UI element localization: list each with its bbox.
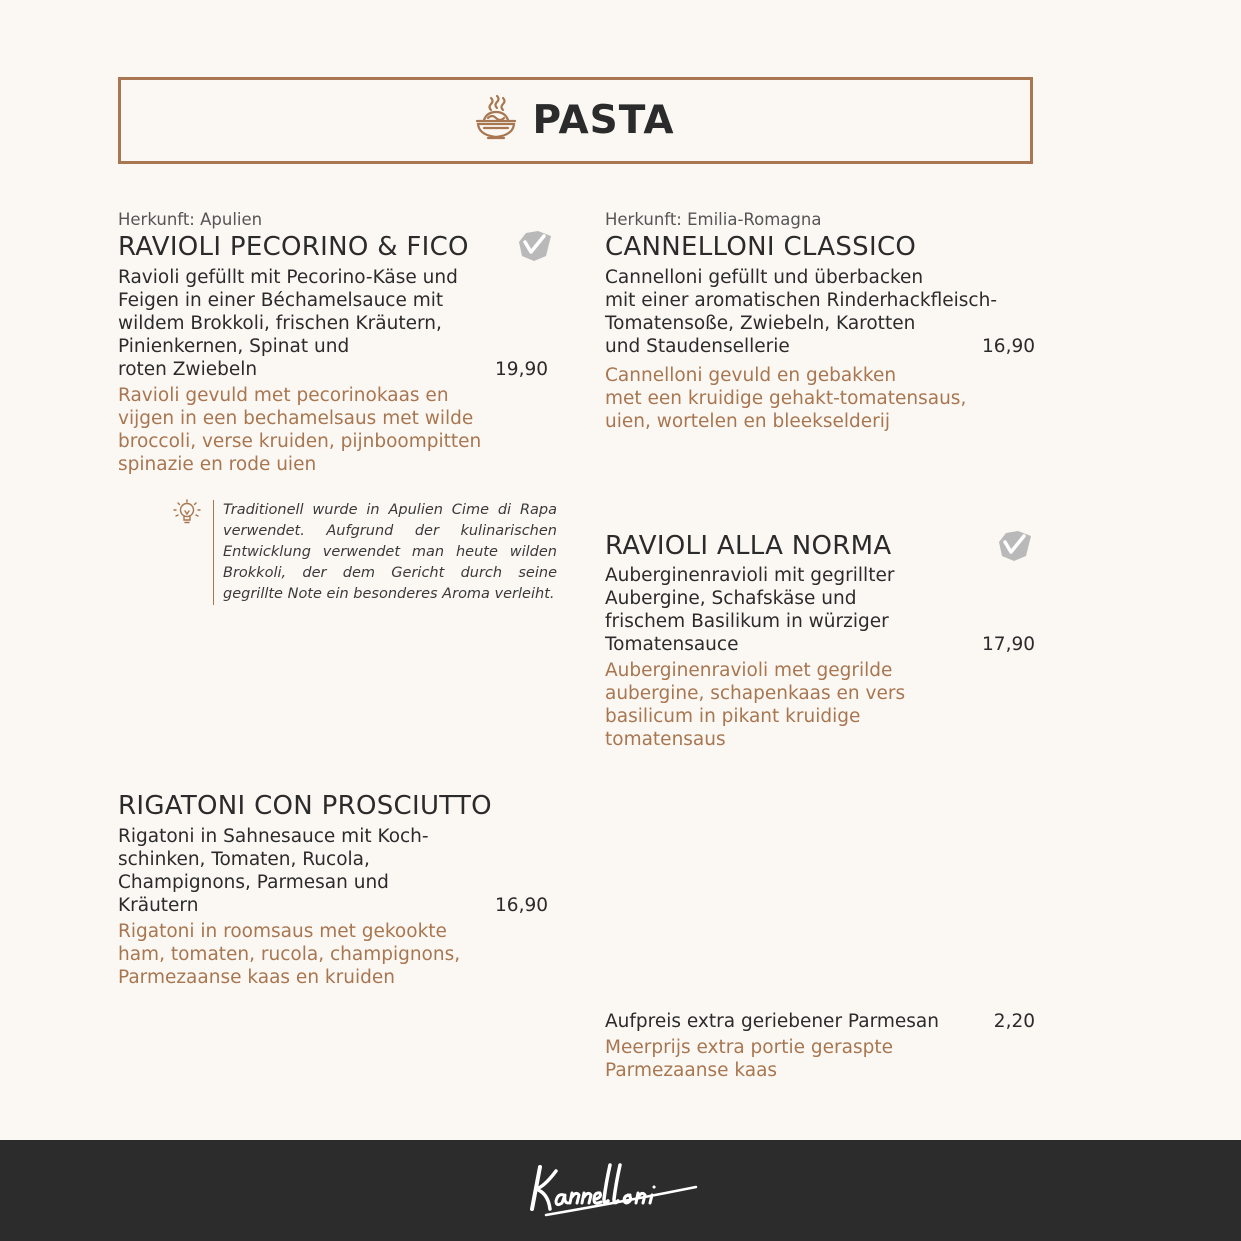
desc-line: Cannelloni gevuld en gebakken [605, 365, 897, 386]
dish-origin: Herkunft: Apulien [118, 210, 263, 229]
desc-line: Aubergine, Schafskäse und [605, 588, 857, 609]
desc-line: spinazie en rode uien [118, 454, 317, 475]
dish-description-nl [605, 659, 1035, 751]
extra-parmesan [605, 1010, 1035, 1082]
dish-price: 19,90 [495, 359, 548, 380]
extra-line [605, 1010, 1035, 1033]
dish-cannelloni-classico [605, 210, 1035, 433]
extra-price: 2,20 [993, 1011, 1035, 1032]
desc-line: roten Zwiebeln [118, 359, 258, 380]
desc-line: Parmezaanse kaas [605, 1060, 778, 1081]
footer [0, 1140, 1241, 1241]
desc-line: schinken, Tomaten, Rucola, [118, 849, 370, 870]
desc-line: Parmezaanse kaas en kruiden [118, 967, 395, 988]
desc-line: Feigen in einer Béchamelsauce mit [118, 290, 444, 311]
info-note: Traditionell wurde in Apulien Cime di Rapa verwendet. Aufgrund der kulinarischen Entwicklung verwendet man heute wilden Brokkoli, der dem Gericht durch seine gegrillte Note ein besonderes Aroma verleiht. [213, 500, 557, 605]
desc-line: Ravioli gevuld met pecorinokaas en [118, 385, 449, 406]
dish-description-de [118, 266, 548, 381]
desc-line: Pinienkernen, Spinat und [118, 336, 350, 357]
desc-line: basilicum in pikant kruidige [605, 706, 861, 727]
desc-line: tomatensaus [605, 729, 726, 750]
desc-line: uien, wortelen en bleekselderij [605, 411, 891, 432]
desc-line: met een kruidige gehakt-tomatensaus, [605, 388, 967, 409]
lightbulb-icon [170, 499, 204, 531]
dish-description-nl [118, 384, 548, 476]
dish-description-nl [605, 364, 1035, 433]
desc-line: Tomatensauce [605, 634, 739, 655]
dish-title: RAVIOLI ALLA NORMA [605, 531, 892, 561]
page-title: PASTA [532, 98, 675, 143]
desc-line: ham, tomaten, rucola, champignons, [118, 944, 461, 965]
dish-ravioli-pecorino [118, 210, 548, 476]
desc-line: Auberginenravioli met gegrilde [605, 660, 893, 681]
dish-ravioli-norma [605, 529, 1035, 751]
dish-rigatoni [118, 789, 548, 989]
dish-origin: Herkunft: Emilia-Romagna [605, 210, 822, 229]
vegetarian-icon [516, 230, 554, 266]
desc-line: wildem Brokkoli, frischen Kräutern, [118, 313, 442, 334]
pasta-bowl-icon [474, 94, 518, 148]
vegetarian-icon [996, 530, 1034, 566]
dish-description-de [118, 825, 548, 917]
desc-line: mit einer aromatischen Rinderhackfleisch- [605, 290, 997, 311]
dish-description-de [605, 564, 1035, 656]
extra-description-nl [605, 1036, 1035, 1082]
dish-title: RIGATONI CON PROSCIUTTO [118, 791, 492, 821]
desc-line: Ravioli gefüllt mit Pecorino-Käse und [118, 267, 458, 288]
desc-line: Rigatoni in Sahnesauce mit Koch- [118, 826, 429, 847]
desc-line: vijgen in een bechamelsaus met wilde [118, 408, 474, 429]
dish-title: CANNELLONI CLASSICO [605, 232, 917, 262]
desc-line: Kräutern [118, 895, 199, 916]
dish-price: 16,90 [982, 336, 1035, 357]
desc-line: Auberginenravioli mit gegrillter [605, 565, 895, 586]
dish-price: 16,90 [495, 895, 548, 916]
dish-title: RAVIOLI PECORINO & FICO [118, 232, 469, 262]
desc-line: broccoli, verse kruiden, pijnboompitten [118, 431, 482, 452]
section-header [118, 77, 1033, 164]
desc-line: frischem Basilikum in würziger [605, 611, 889, 632]
desc-line: und Staudensellerie [605, 336, 790, 357]
dish-description-de [605, 266, 1035, 358]
desc-line: Meerprijs extra portie geraspte [605, 1037, 893, 1058]
dish-description-nl [118, 920, 548, 989]
extra-label: Aufpreis extra geriebener Parmesan [605, 1011, 939, 1032]
desc-line: Champignons, Parmesan und [118, 872, 389, 893]
desc-line: aubergine, schapenkaas en vers [605, 683, 906, 704]
desc-line: Rigatoni in roomsaus met gekookte [118, 921, 447, 942]
desc-line: Tomatensoße, Zwiebeln, Karotten [605, 313, 916, 334]
brand-logo [526, 1157, 716, 1225]
dish-price: 17,90 [982, 634, 1035, 655]
desc-line: Cannelloni gefüllt und überbacken [605, 267, 924, 288]
